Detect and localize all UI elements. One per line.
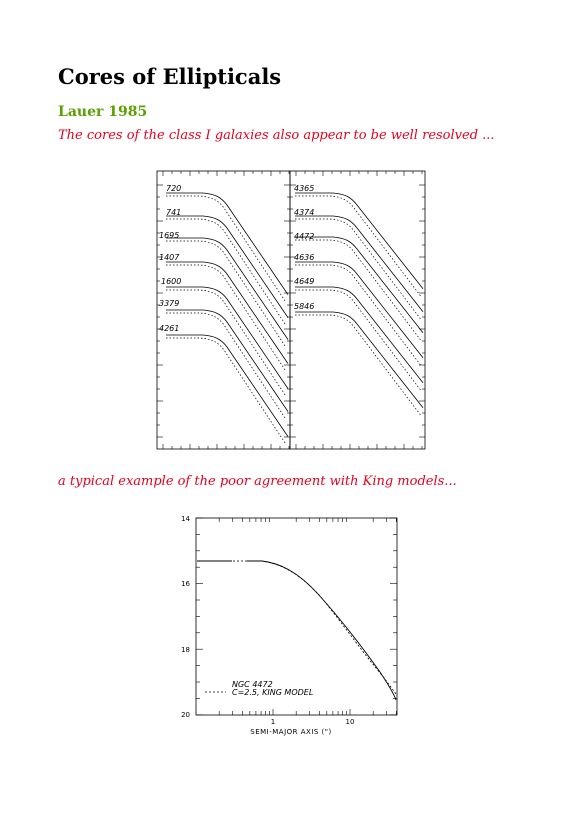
reference-subtitle: Lauer 1985 xyxy=(58,104,148,120)
x-tick-1: 1 xyxy=(270,718,276,726)
ngc4472-profile-line xyxy=(197,561,396,700)
label-3379: 3379 xyxy=(159,299,180,308)
label-5846: 5846 xyxy=(294,302,315,311)
king-plot-ticks xyxy=(196,518,397,715)
label-4472: 4472 xyxy=(294,232,315,241)
label-4636: 4636 xyxy=(294,253,315,262)
x-tick-10: 10 xyxy=(345,718,355,726)
label-4261: 4261 xyxy=(159,324,180,333)
king-plot-x-tick-labels xyxy=(271,718,355,726)
page-title: Cores of Ellipticals xyxy=(58,64,282,89)
label-4374: 4374 xyxy=(294,208,315,217)
caption-second: a typical example of the poor agreement with King models... xyxy=(58,474,457,489)
king-plot-y-tick-labels xyxy=(181,515,190,719)
caption-first: The cores of the class I galaxies also appear to be well resolved ... xyxy=(58,128,495,143)
y-tick-18: 18 xyxy=(181,646,190,654)
legend-ngc4472: NGC 4472 xyxy=(232,680,273,689)
king-model-dashed-line xyxy=(197,561,396,694)
legend-king-model: C=2.5, KING MODEL xyxy=(232,688,314,697)
label-1407: 1407 xyxy=(159,253,180,262)
y-tick-20: 20 xyxy=(181,711,190,719)
king-plot-frame xyxy=(196,518,397,715)
label-4649: 4649 xyxy=(294,277,315,286)
king-plot-legend xyxy=(205,680,313,697)
y-tick-14: 14 xyxy=(181,515,190,523)
label-1695: 1695 xyxy=(159,231,180,240)
label-4365: 4365 xyxy=(294,184,315,193)
label-1600: 1600 xyxy=(161,277,182,286)
x-axis-label: SEMI-MAJOR AXIS (") xyxy=(250,728,332,736)
label-720: 720 xyxy=(166,184,182,193)
y-tick-16: 16 xyxy=(181,580,190,588)
label-741: 741 xyxy=(166,208,182,217)
